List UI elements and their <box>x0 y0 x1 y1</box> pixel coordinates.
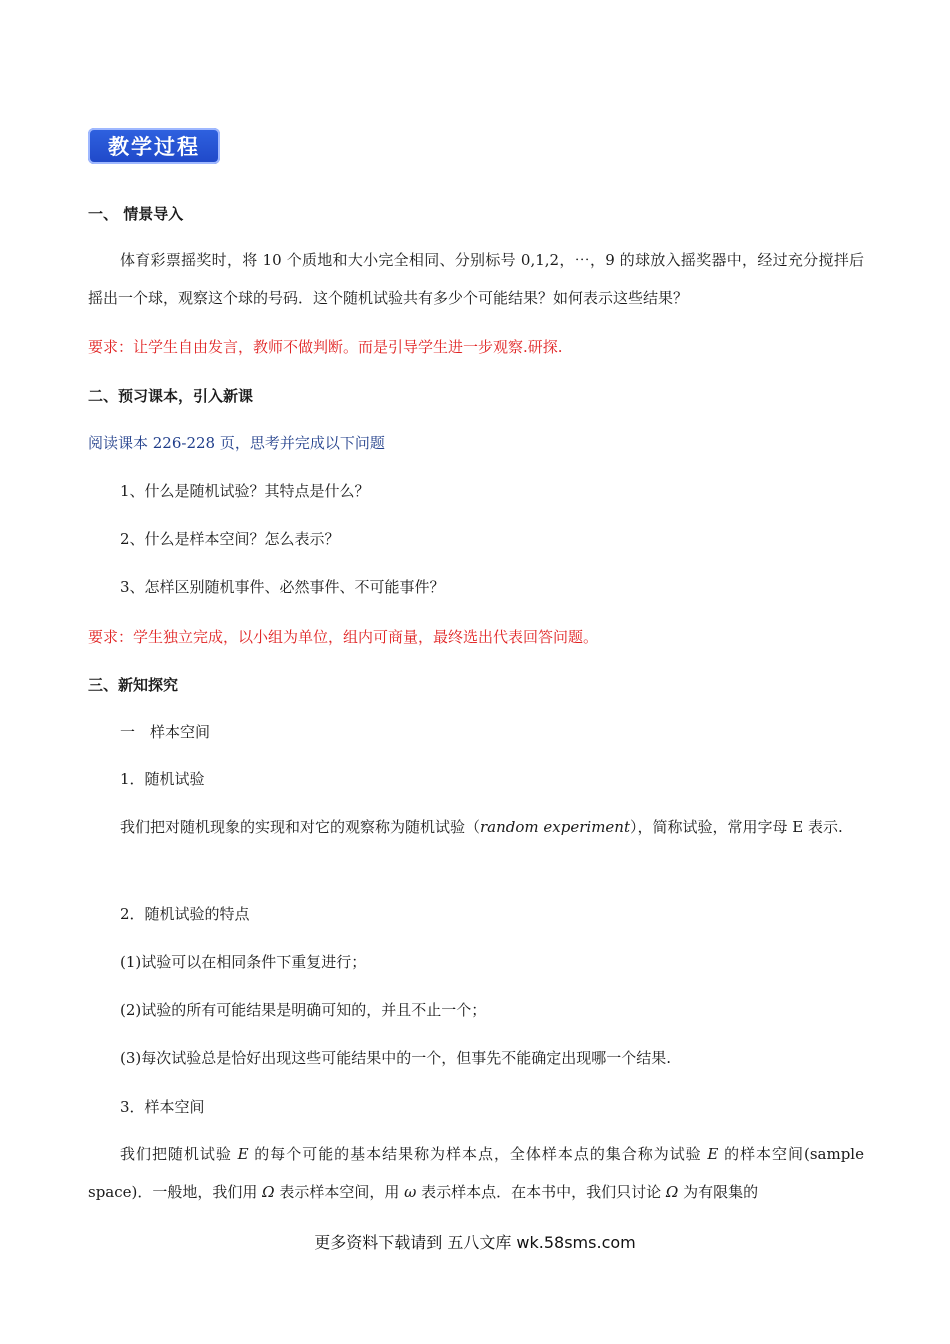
ss-text-e: 表示样本点．在本书中，我们只讨论 <box>416 1183 666 1201</box>
requirement-2: 要求：学生独立完成，以小组为单位，组内可商量，最终选出代表回答问题。 <box>88 628 599 646</box>
feature-1: (1)试验可以在相同条件下重复进行； <box>120 953 367 971</box>
symbol-omega-2: Ω <box>665 1183 679 1201</box>
question-2: 2、什么是样本空间？怎么表示？ <box>120 530 340 548</box>
section-title-3: 三、新知探究 <box>88 676 179 694</box>
definition-random-experiment <box>88 808 864 846</box>
ss-text-a: 我们把随机试验 <box>120 1145 238 1163</box>
definition-text-a: 我们把对随机现象的实现和对它的观察称为随机试验（ <box>120 818 481 836</box>
feature-3: (3)每次试验总是恰好出现这些可能结果中的一个，但事先不能确定出现哪一个结果. <box>120 1049 672 1067</box>
heading-sample-space: 3．样本空间 <box>120 1098 205 1116</box>
section-title-2: 二、预习课本，引入新课 <box>88 387 254 405</box>
subsection-title: 一 样本空间 <box>120 723 211 741</box>
reading-instruction: 阅读课本 226-228 页，思考并完成以下问题 <box>88 434 385 452</box>
question-1: 1、什么是随机试验？其特点是什么？ <box>120 482 370 500</box>
ss-text-f: 为有限集的 <box>678 1183 759 1201</box>
term-english: random experiment <box>480 818 630 836</box>
intro-paragraph: 体育彩票摇奖时，将 10 个质地和大小完全相同、分别标号 0,1,2，⋯，9 的球放入摇奖器中，经过充分搅拌后摇出一个球，观察这个球的号码．这个随机试验共有多少个可能结果？如何表示这些结果？ <box>88 251 864 307</box>
definition-sample-space <box>88 1135 864 1211</box>
ss-text-c: 的样本空间(sample space)．一般地，我们用 <box>88 1145 864 1201</box>
ss-text-d: 表示样本空间，用 <box>274 1183 405 1201</box>
definition-text-b: ），简称试验，常用字母 E 表示. <box>630 818 843 836</box>
symbol-omega-1: Ω <box>262 1183 275 1201</box>
symbol-E-2: E <box>707 1145 719 1163</box>
symbol-omega-small: ω <box>404 1183 417 1201</box>
heading-features: 2．随机试验的特点 <box>120 905 250 923</box>
footer-download-note: 更多资料下载请到 五八文库 wk.58sms.com <box>314 1233 636 1252</box>
section-badge: 教学过程 <box>88 128 220 164</box>
requirement-1: 要求：让学生自由发言，教师不做判断。而是引导学生进一步观察.研探. <box>88 338 563 356</box>
ss-text-b: 的每个可能的基本结果称为样本点，全体样本点的集合称为试验 <box>248 1145 708 1163</box>
symbol-E-1: E <box>237 1145 249 1163</box>
section-title-1: 一、 情景导入 <box>88 205 184 223</box>
question-3: 3、怎样区别随机事件、必然事件、不可能事件？ <box>120 578 445 596</box>
heading-random-experiment: 1．随机试验 <box>120 770 205 788</box>
feature-2: (2)试验的所有可能结果是明确可知的，并且不止一个； <box>120 1001 487 1019</box>
